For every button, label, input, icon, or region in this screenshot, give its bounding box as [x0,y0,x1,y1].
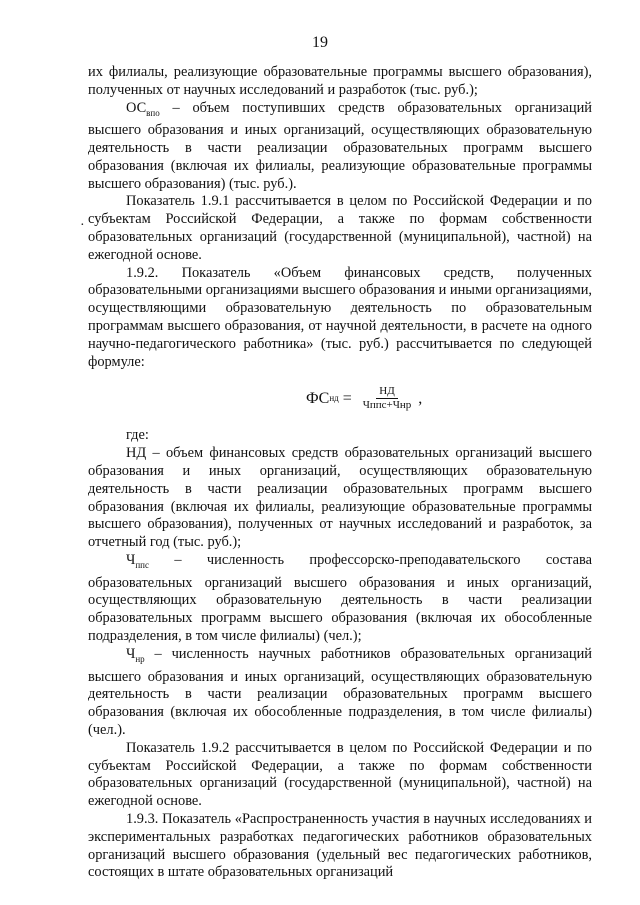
definition-text: – численность профессорско-преподавательского состава образовательных организаций высшего образования и иных организаций, осуществляющих образовательную деятельность в части реализации образовательных программ высшего образования (включая их обособленные подразделения, в том числе филиалы) (чел.); [88,552,592,645]
margin-dot: · [80,218,85,233]
page-content [88,64,592,882]
formula-lhs-sub: нд [329,393,339,404]
where-label: где: [126,427,149,444]
paragraph-continuation: их филиалы, реализующие образовательные программы высшего образования), полученных от научных исследований и разработок (тыс. руб.); [88,64,592,98]
symbol-ch: Ч [126,552,136,568]
formula-numerator: НД [376,385,397,399]
symbol-os: ОС [126,99,147,116]
paragraph-indicator-1-9-3: 1.9.3. Показатель «Распространенность участия в научных исследованиях и экспериментальных разработках педагогических работников образовательных организаций высшего образования (удельный вес педагогических работников, состоящих в штате образовательных организаций [88,810,592,881]
page-number: 19 [312,34,328,51]
definition-text: – численность научных работников образовательных организаций высшего образования и иных организаций, осуществляющих образовательную деятельность в части реализации образовательных программ высшего образования (включая их обособленные подразделения, в том числе филиалы) (чел.). [88,645,592,738]
symbol-os-sub: впо [146,107,160,118]
symbol-ch: Ч [126,645,136,662]
paragraph-chnr-definition [88,646,592,740]
formula-trail: , [418,390,423,408]
formula-equals: = [342,390,352,408]
formula-lhs: ФС [306,390,330,408]
symbol-ch-sub-nr: нр [135,653,145,664]
symbol-ch-sub-pps: ппс [135,559,149,570]
formula-block [88,379,592,429]
paragraph-indicator-1-9-1: Показатель 1.9.1 рассчитывается в целом по Российской Федерации и по субъектам Российской Федерации, а также по формам собственности образовательных организаций (государственной (муниципальной), частной) на ежегодной основе. [88,193,592,263]
definition-text: – объем поступивших средств образовательных организаций высшего образования и иных организаций, осуществляющих образовательную деятельность в части реализации образовательных программ высшего образования (включая их филиалы, реализующие образовательные программы высшего образования) (тыс. руб.). [88,99,592,192]
formula [306,385,422,412]
formula-fraction [360,385,415,412]
paragraph-chpps-definition [88,552,592,646]
paragraph-os-definition [88,100,592,194]
formula-denominator: Чппс+Чнр [362,399,412,412]
paragraph-indicator-1-9-2: 1.9.2. Показатель «Объем финансовых средств, полученных образовательными организациями высшего образования и иными организациями, осуществляющими образовательную деятельность по образовательным программам высшего образования, от научной деятельности, в расчете на одного научно-педагогического работника» (тыс. руб.) рассчитывается по следующей формуле: [88,264,592,370]
paragraph-indicator-1-9-2-scope: Показатель 1.9.2 рассчитывается в целом по Российской Федерации и по субъектам Российской Федерации, а также по формам собственности образовательных организаций (государственной (муниципальной), частной) на ежегодной основе. [88,739,592,810]
paragraph-nd-definition: НД – объем финансовых средств образовательных организаций высшего образования и иных организаций, осуществляющих образовательную деятельность в части реализации образовательных программ высшего образования (включая их филиалы, реализующие образовательные программы высшего образования), полученных от научных исследований и разработок, за отчетный год (тыс. руб.); [88,445,592,551]
